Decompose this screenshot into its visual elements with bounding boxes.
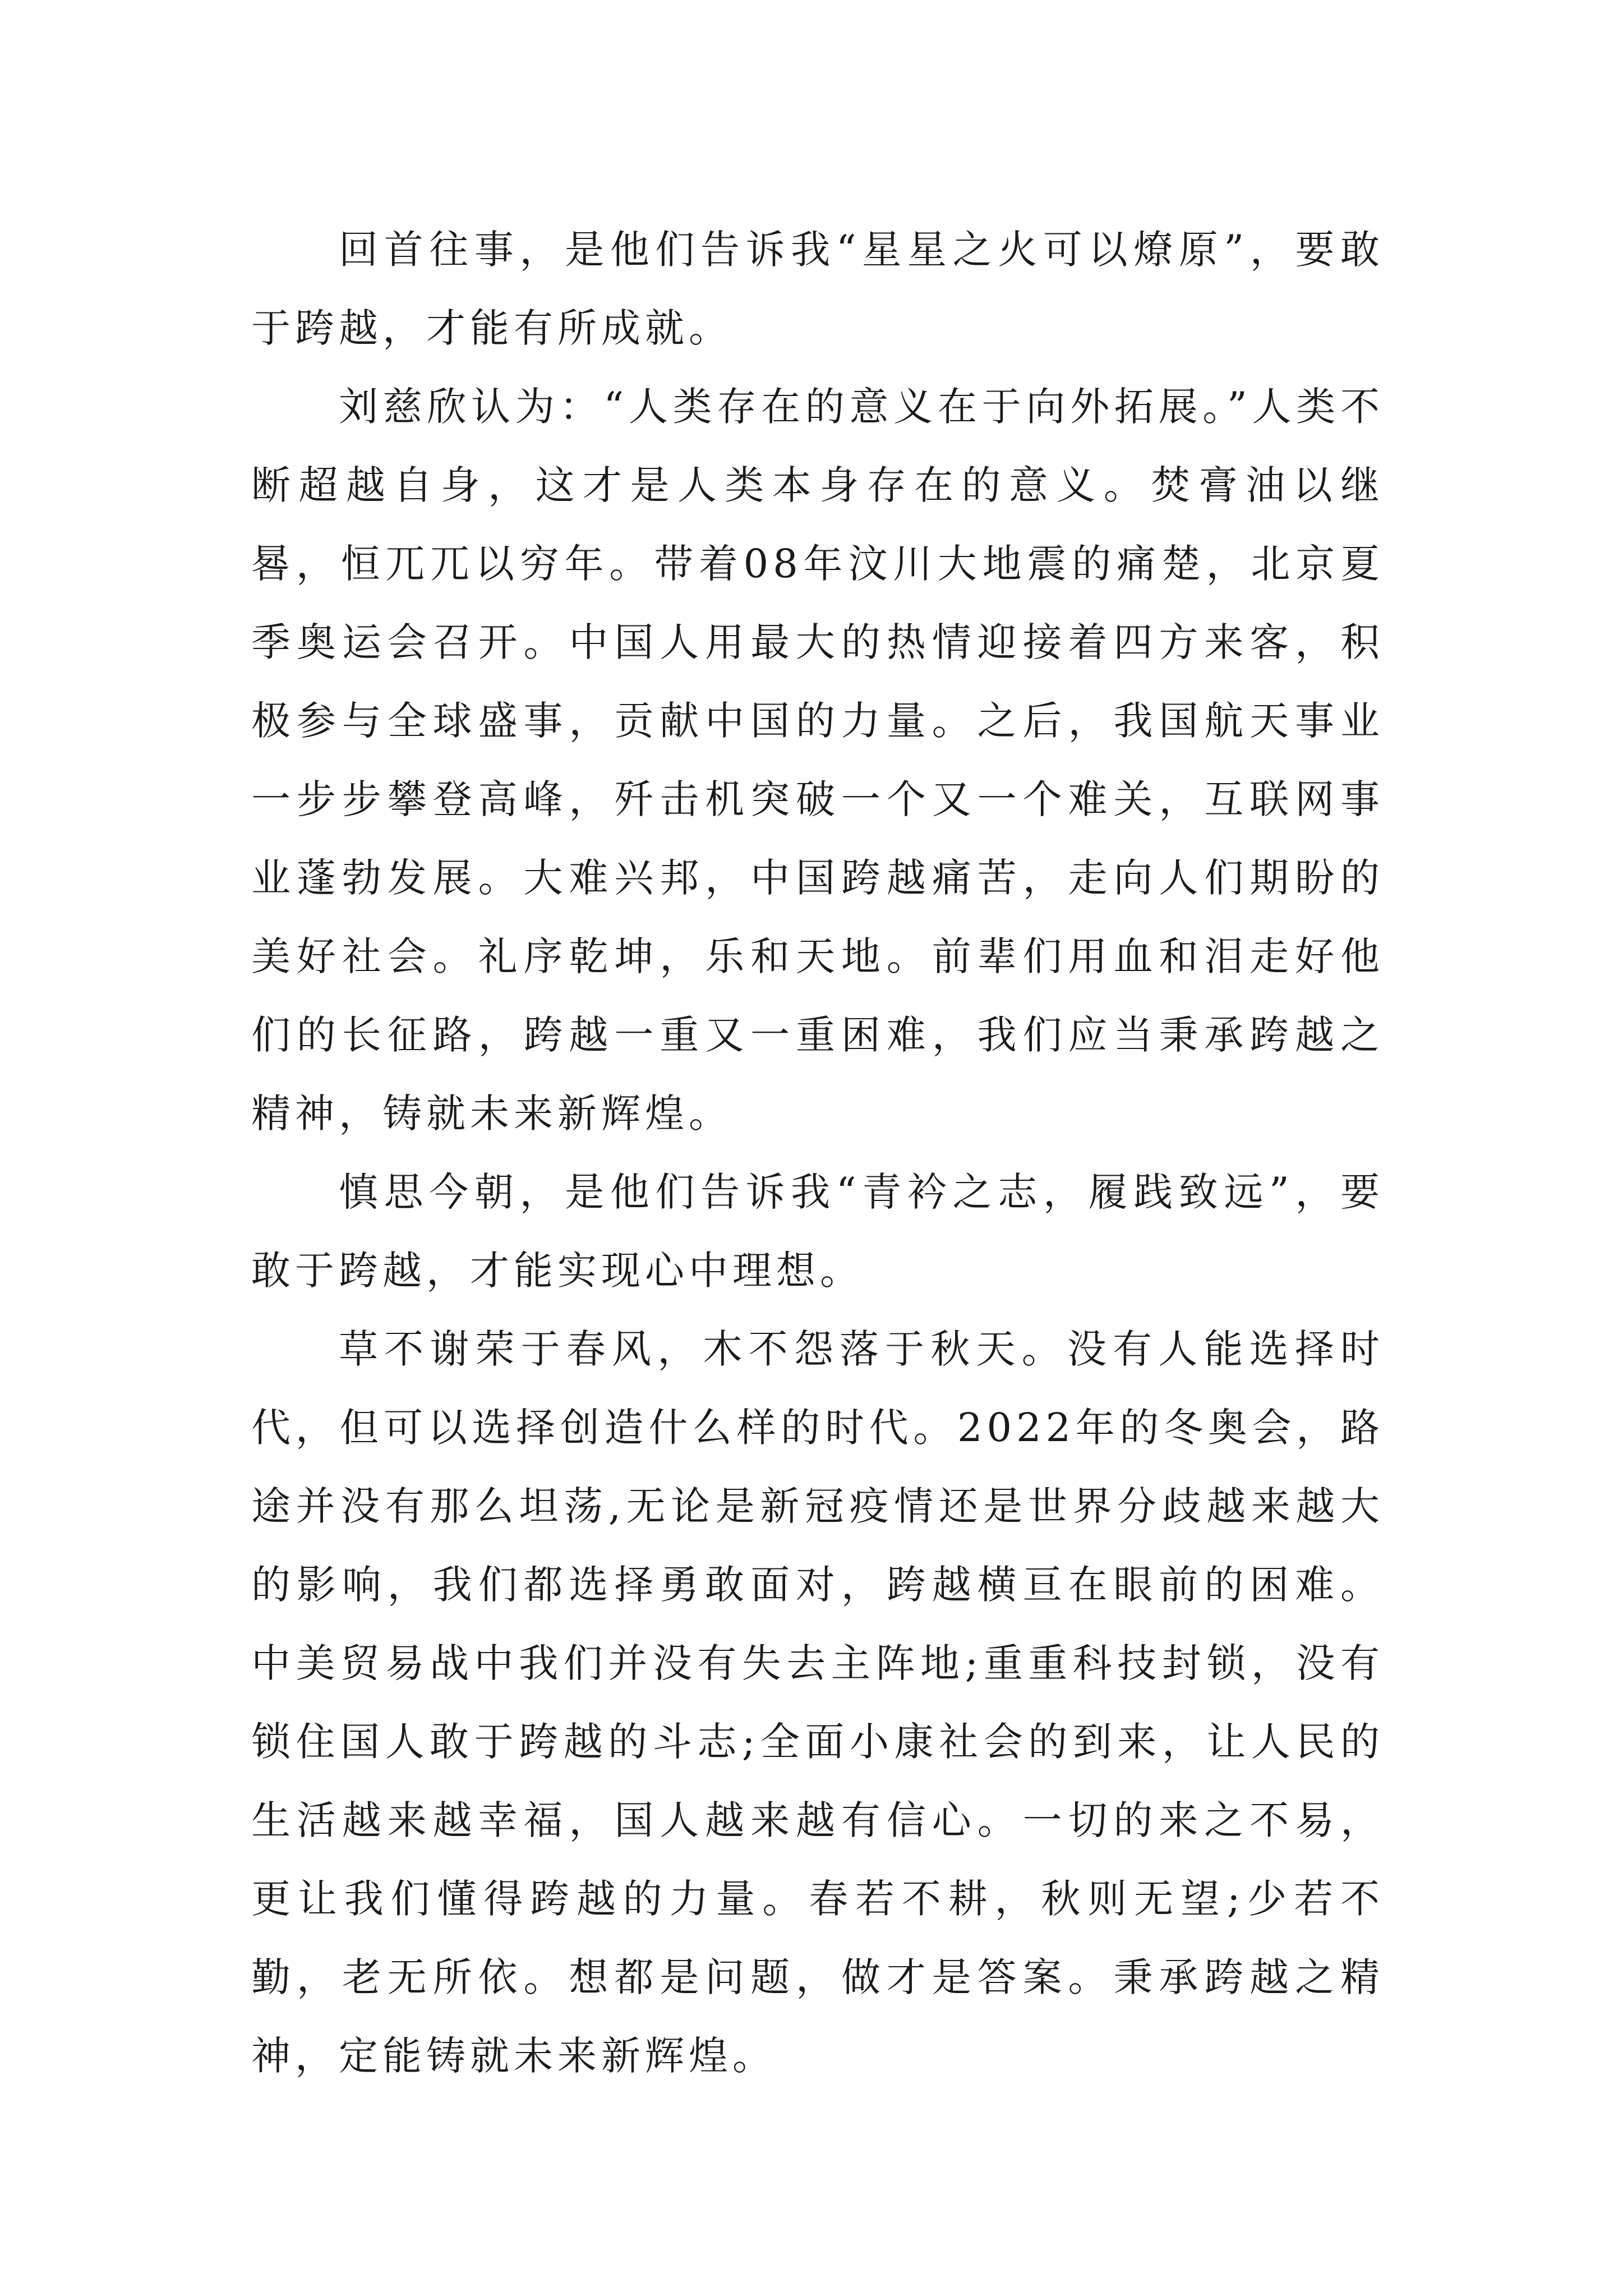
paragraph-4: 草不谢荣于春风，木不怨落于秋天。没有人能选择时代，但可以选择创造什么样的时代。2022年的冬奥会，路途并没有那么坦荡,无论是新冠疫情还是世界分歧越来越大的影响，我们都选择勇敢面对，跨越横亘在眼前的困难。中美贸易战中我们并没有失去主阵地;重重科技封锁，没有锁住国人敢于跨越的斗志;全面小康社会的到来，让人民的生活越来越幸福，国人越来越有信心。一切的来之不易，更让我们懂得跨越的力量。春若不耕，秋则无望;少若不勤，老无所依。想都是问题，做才是答案。秉承跨越之精神，定能铸就未来新辉煌。 bbox=[251, 1326, 1384, 2079]
paragraph-3: 慎思今朝，是他们告诉我“青衿之志，履践致远”，要敢于跨越，才能实现心中理想。 bbox=[251, 1169, 1384, 1294]
document-page bbox=[251, 210, 1384, 2095]
paragraph-2: 刘慈欣认为：“人类存在的意义在于向外拓展。”人类不断超越自身，这才是人类本身存在的意义。焚膏油以继晷，恒兀兀以穷年。带着08年汶川大地震的痛楚，北京夏季奥运会召开。中国人用最大的热情迎接着四方来客，积极参与全球盛事，贡献中国的力量。之后，我国航天事业一步步攀登高峰，歼击机突破一个又一个难关，互联网事业蓬勃发展。大难兴邦，中国跨越痛苦，走向人们期盼的美好社会。礼序乾坤，乐和天地。前辈们用血和泪走好他们的长征路，跨越一重又一重困难，我们应当秉承跨越之精神，铸就未来新辉煌。 bbox=[251, 384, 1384, 1137]
paragraph-1: 回首往事，是他们告诉我“星星之火可以燎原”，要敢于跨越，才能有所成就。 bbox=[251, 227, 1384, 351]
